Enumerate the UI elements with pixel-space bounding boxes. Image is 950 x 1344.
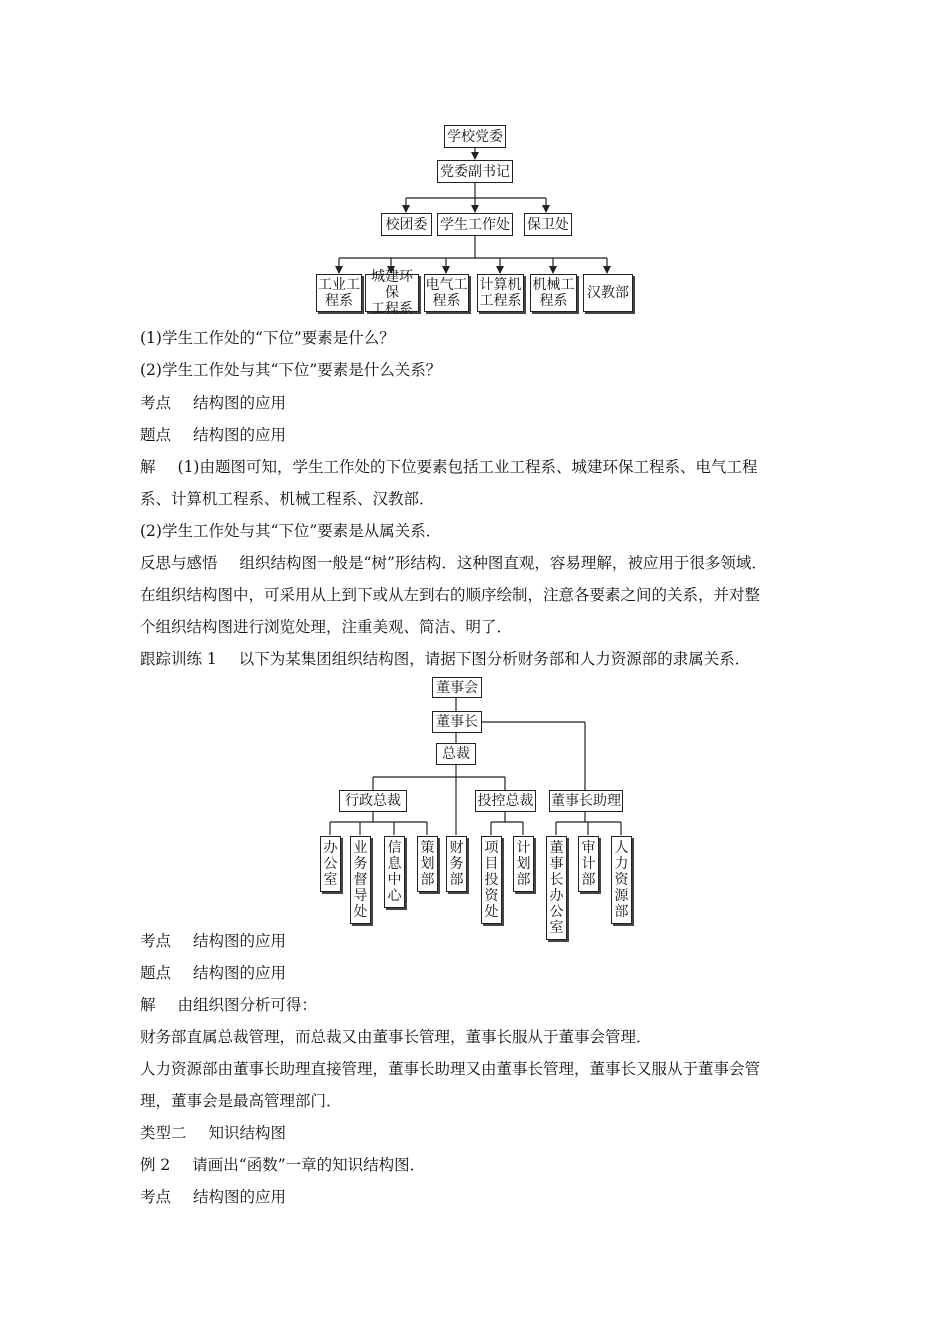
jie-label-2: 解 [140,996,156,1014]
node-hr: 人力资源部 [611,836,632,924]
node-info-center: 信息中心 [384,836,405,908]
node-planning: 策划部 [417,836,438,892]
exercise-line [140,649,750,669]
node-chinese-edu: 汉教部 [583,274,633,312]
solution-p2b: 理，董事会是最高管理部门． [140,1092,342,1110]
node-mechanical-eng: 机械工 程系 [530,274,577,312]
kaodian-text-3: 结构图的应用 [193,1188,287,1206]
node-youth-league: 校团委 [381,213,432,236]
node-security: 保卫处 [524,213,572,236]
solution-p2a: 人力资源部由董事长助理直接管理，董事长助理又由董事长管理，董事长又服从于董事会管 [140,1060,761,1078]
node-audit: 审计部 [578,836,599,892]
node-deputy-secretary: 党委副书记 [437,160,513,183]
node-finance: 财务部 [446,836,467,892]
kaodian-label-2: 考点 [140,932,172,950]
tidian-line-2 [140,963,286,983]
kaodian-label: 考点 [140,394,172,412]
reflection-label: 反思与感悟 [140,554,218,572]
answer-1b: 系、计算机工程系、机械工程系、汉教部． [140,490,435,508]
answer-2: (2)学生工作处与其“下位”要素是从属关系． [140,522,442,540]
node-school-party-committee: 学校党委 [444,125,506,148]
type-two-text: 知识结构图 [208,1124,287,1142]
node-board: 董事会 [432,677,482,698]
node-office: 办公室 [320,836,341,892]
kaodian-text: 结构图的应用 [193,394,287,412]
tidian-label-2: 题点 [140,964,172,982]
kaodian-line [140,393,286,413]
solution-p1: 财务部直属总裁管理，而总裁又由董事长管理，董事长服从于董事会管理． [140,1028,652,1046]
node-chairman: 董事长 [432,711,482,733]
reflection-a: 组织结构图一般是“树”形结构．这种图直观，容易理解，被应用于很多领域． [239,554,767,572]
node-admin-president: 行政总裁 [339,790,407,812]
node-business-supervision: 业务督导处 [350,836,371,924]
node-industrial-eng: 工业工 程系 [316,274,362,312]
node-project-investment: 项目投资处 [481,836,502,924]
node-ceo: 总裁 [436,743,476,765]
solution-intro: 由组织图分析可得： [177,996,318,1014]
type-two-label: 类型二 [140,1124,187,1142]
reflection-b: 在组织结构图中，可采用从上到下或从左到右的顺序绘制，注意各要素之间的关系，并对整 [140,586,761,604]
kaodian-line-2 [140,931,286,951]
node-student-affairs: 学生工作处 [437,213,513,236]
tidian-text-2: 结构图的应用 [193,964,287,982]
answer-1a: (1)由题图可知，学生工作处的下位要素包括工业工程系、城建环保工程系、电气工程 [177,458,758,476]
node-computer-eng: 计算机 工程系 [477,274,524,312]
question-1: (1)学生工作处的“下位”要素是什么？ [140,329,395,347]
kaodian-line-3 [140,1187,286,1207]
tidian-label: 题点 [140,426,172,444]
exercise-label: 跟踪训练 1 [140,650,217,668]
type-two-heading [140,1123,286,1143]
node-urban-env-eng: 城建环保 工程系 [365,274,419,312]
kaodian-text-2: 结构图的应用 [193,932,287,950]
tidian-text: 结构图的应用 [193,426,287,444]
node-electrical-eng: 电气工 程系 [424,274,469,312]
node-chairman-assistant: 董事长助理 [549,790,623,812]
tidian-line [140,425,286,445]
jie-label: 解 [140,458,156,476]
node-chairman-office: 董事长办公室 [546,836,567,940]
exercise-text: 以下为某集团组织结构图，请据下图分析财务部和人力资源部的隶属关系． [238,650,751,668]
example-2-text: 请画出“函数”一章的知识结构图． [192,1156,426,1174]
reflection-c: 个组织结构图进行浏览处理，注重美观、简洁、明了． [140,618,513,636]
node-plan-dept: 计划部 [513,836,534,892]
kaodian-label-3: 考点 [140,1188,172,1206]
example-2-label: 例 2 [140,1156,171,1174]
reflection-line-1 [140,553,767,573]
question-2: (2)学生工作处与其“下位”要素是什么关系？ [140,361,442,379]
answer-1a-line [140,457,757,477]
node-invest-president: 投控总裁 [475,790,536,812]
solution-line [140,995,317,1015]
example-2-line [140,1155,425,1175]
